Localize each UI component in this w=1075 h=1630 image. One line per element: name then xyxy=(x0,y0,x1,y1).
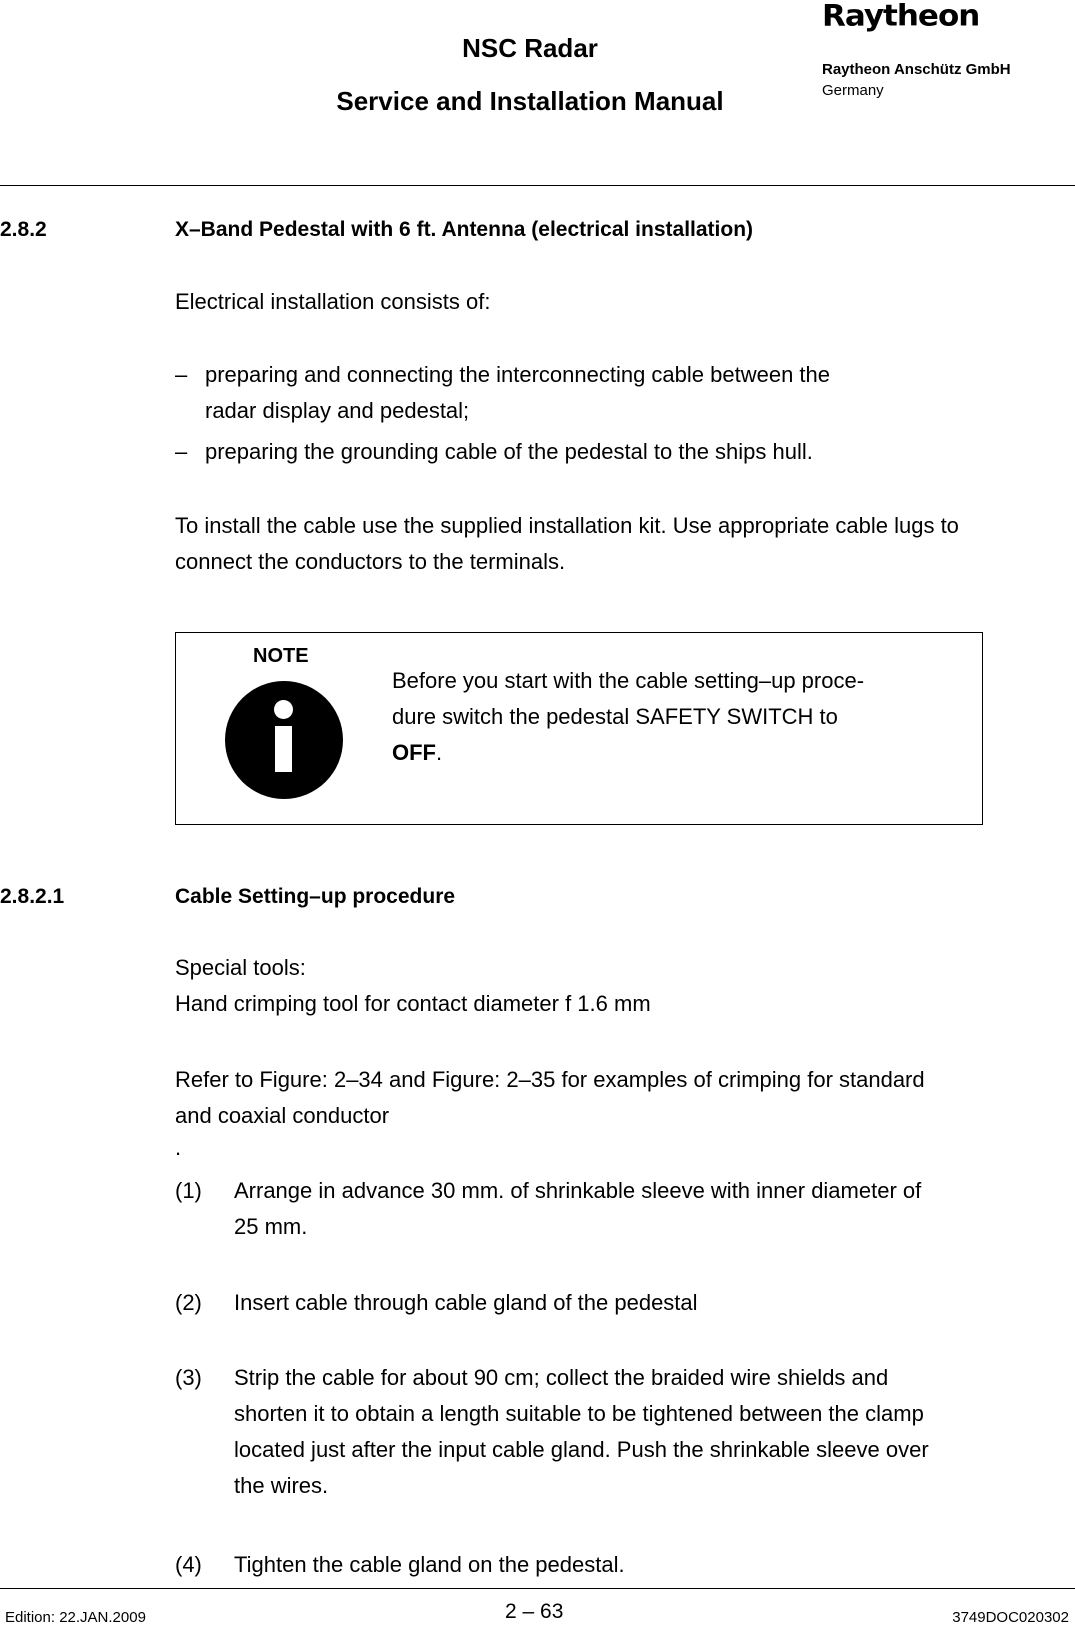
step-line: located just after the input cable gland. Push the shrinkable sleeve over xyxy=(234,1437,929,1462)
step-line: the wires. xyxy=(234,1473,329,1498)
refer-line: Refer to Figure: 2–34 and Figure: 2–35 for examples of crimping for standard xyxy=(175,1067,925,1092)
refer-text xyxy=(175,1062,925,1162)
note-line xyxy=(392,735,864,771)
note-label: NOTE xyxy=(253,645,309,667)
step-text xyxy=(234,1547,625,1583)
bullet-marker: – xyxy=(175,439,188,464)
page-number: 2 – 63 xyxy=(505,1600,564,1623)
refer-line: and coaxial conductor xyxy=(175,1103,390,1128)
step-text xyxy=(234,1173,921,1245)
subsection-number: 2.8.2.1 xyxy=(0,885,65,908)
note-line: dure switch the pedestal SAFETY SWITCH to xyxy=(392,704,838,729)
raytheon-logo: Raytheon xyxy=(822,0,980,34)
header-subtitle: Service and Installation Manual xyxy=(336,86,724,116)
step-line: Arrange in advance 30 mm. of shrinkable sleeve with inner diameter of xyxy=(234,1178,922,1203)
note-line: Before you start with the cable setting–up proce- xyxy=(392,668,865,693)
step-line: shorten it to obtain a length suitable to be tightened between the clamp xyxy=(234,1401,924,1426)
header-title: NSC Radar xyxy=(462,33,598,63)
step-line: Insert cable through cable gland of the pedestal xyxy=(234,1290,698,1315)
doc-id: 3749DOC020302 xyxy=(952,1609,1069,1626)
tools-value: Hand crimping tool for contact diameter f 1.6 mm xyxy=(175,991,651,1016)
section-title: X–Band Pedestal with 6 ft. Antenna (electrical installation) xyxy=(175,218,754,241)
footer-edition: Edition: 22.JAN.2009 xyxy=(5,1609,146,1626)
section-paragraph xyxy=(175,508,959,580)
company-country: Germany xyxy=(822,82,884,99)
step-number: (3) xyxy=(175,1365,202,1390)
note-period: . xyxy=(436,740,443,765)
bullet-line: radar display and pedestal; xyxy=(205,398,470,423)
section-intro: Electrical installation consists of: xyxy=(175,289,491,314)
step-number: (2) xyxy=(175,1290,202,1315)
step-number: (4) xyxy=(175,1552,202,1577)
step-number: (1) xyxy=(175,1178,202,1203)
refer-dot: . xyxy=(175,1135,182,1160)
step-line: 25 mm. xyxy=(234,1214,308,1239)
tools-label: Special tools: xyxy=(175,955,306,980)
info-icon-dot xyxy=(274,700,293,719)
company-name: Raytheon Anschütz GmbH xyxy=(822,61,1011,78)
step-text xyxy=(234,1285,698,1321)
bullet-line: preparing and connecting the interconnecting cable between the xyxy=(205,362,831,387)
bullet-item xyxy=(205,357,830,429)
bullet-marker: – xyxy=(175,362,188,387)
section-number: 2.8.2 xyxy=(0,218,47,241)
step-line: Strip the cable for about 90 cm; collect the braided wire shields and xyxy=(234,1365,889,1390)
step-text xyxy=(234,1360,929,1504)
footer-divider xyxy=(0,1588,1075,1589)
paragraph-line: connect the conductors to the terminals. xyxy=(175,549,566,574)
note-text xyxy=(392,663,864,771)
subsection-title: Cable Setting–up procedure xyxy=(175,885,456,908)
header-divider xyxy=(0,185,1075,186)
info-icon-stem xyxy=(275,726,292,772)
paragraph-line: To install the cable use the supplied installation kit. Use appropriate cable lugs to xyxy=(175,513,959,538)
step-line: Tighten the cable gland on the pedestal. xyxy=(234,1552,625,1577)
bullet-item xyxy=(205,434,813,470)
bullet-line: preparing the grounding cable of the pedestal to the ships hull. xyxy=(205,439,813,464)
special-tools xyxy=(175,950,651,1022)
note-bold: OFF xyxy=(392,740,436,765)
